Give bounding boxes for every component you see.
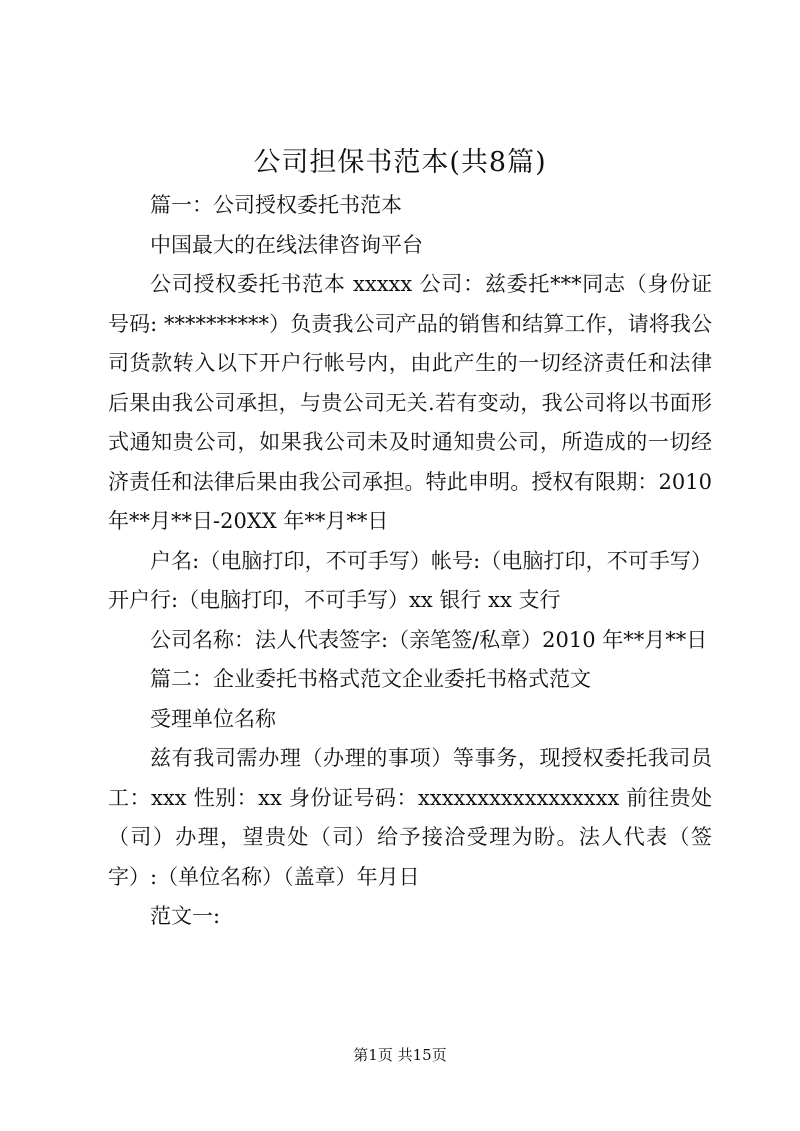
paragraph-recipient: 受理单位名称 [150,706,276,731]
paragraph-source: 中国最大的在线法律咨询平台 [150,232,423,257]
section-heading-1: 篇一：公司授权委托书范本 [150,193,402,217]
paragraph-account-info: 户名:（电脑打印，不可手写）帐号:（电脑打印，不可手写）开户行:（电脑打印，不可手写）xx 银行 xx 支行 [108,548,712,612]
page-number-footer: 第1页 共15页 [353,1046,447,1064]
paragraph-signature: 公司名称：法人代表签字:（亲笔签/私章）2010 年**月**日 [150,627,708,652]
paragraph-delegation: 兹有我司需办理（办理的事项）等事务，现授权委托我司员工：xxx 性别：xx 身份证号码：xxxxxxxxxxxxxxxxx 前往贵处（司）办理，望贵处（司）给予接洽受理为盼。法人代表（签字）:（单位名称）（盖章）年月日 [108,746,712,889]
section-heading-2: 篇二：企业委托书格式范文企业委托书格式范文 [150,667,591,691]
section-heading-sample: 范文一: [150,904,221,928]
paragraph-authorization: 公司授权委托书范本 xxxxx 公司：兹委托***同志（身份证号码: **********）负责我公司产品的销售和结算工作，请将我公司货款转入以下开户行帐号内，由此产生的一切经济责任和法律后果由我公司承担，与贵公司无关.若有变动，我公司将以书面形式通知贵公司，如果我公司未及时通知贵公司，所造成的一切经济责任和法律后果由我公司承担。特此申明。授权有限期：2010 年**月**日-20XX 年**月**日 [108,272,712,533]
document-title: 公司担保书范本(共8篇) [253,147,547,178]
document-body [108,186,712,937]
